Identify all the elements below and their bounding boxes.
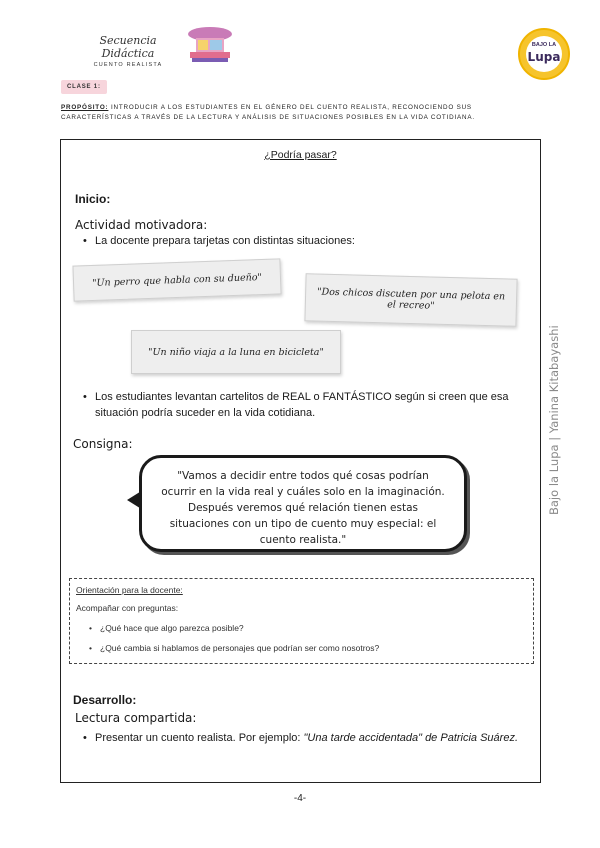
situation-card-3: "Un niño viaja a la luna en bicicleta" <box>131 330 341 374</box>
note-title: Orientación para la docente: <box>76 585 183 595</box>
situation-card-2: "Dos chicos discuten por una pelota en el recreo" <box>304 273 517 327</box>
bullet-icon: • <box>89 643 92 653</box>
note-question-2-text: ¿Qué cambia si hablamos de personajes que podrían ser como nosotros? <box>100 643 380 653</box>
note-question-1 <box>89 623 244 633</box>
lectura-heading: Lectura compartida: <box>75 711 197 725</box>
situation-card-1: "Un perro que habla con su dueño" <box>72 258 281 301</box>
page-number: -4- <box>293 793 307 804</box>
bullet-cuento <box>95 730 525 746</box>
brand-title: Secuencia Didáctica <box>99 34 157 60</box>
proposito-label: PROPÓSITO: <box>61 104 109 111</box>
actividad-heading: Actividad motivadora: <box>75 218 208 232</box>
side-credit: Bajo la Lupa | Yanina Kitabayashi <box>547 325 561 515</box>
speech-bubble-text: "Vamos a decidir entre todos qué cosas podrían ocurrir en la vida real y cuáles solo en la imaginación. Después veremos qué relación tienen estas situaciones con un tipo de cuento muy especial: el cuento realista." <box>161 470 445 546</box>
lupa-logo-top: BAJO LA <box>531 42 557 48</box>
clase-badge: CLASE 1: <box>61 80 107 94</box>
note-question-1-text: ¿Qué hace que algo parezca posible? <box>100 623 244 633</box>
bajo-la-lupa-logo <box>518 28 570 80</box>
proposito-text <box>61 103 541 122</box>
lesson-box <box>60 139 541 783</box>
inicio-heading: Inicio: <box>75 192 111 206</box>
bullet-cuento-title: "Una tarde accidentada" de Patricia Suárez. <box>303 732 519 744</box>
brand-subtitle: CUENTO REALISTA <box>93 62 163 68</box>
note-question-2 <box>89 643 380 653</box>
books-logo-icon <box>184 24 236 64</box>
consigna-heading: Consigna: <box>73 437 133 451</box>
proposito-body: INTRODUCIR A LOS ESTUDIANTES EN EL GÉNERO DEL CUENTO REALISTA, RECONOCIENDO SUS CARACTERÍSTICAS A TRAVÉS DE LA LECTURA Y ANÁLISIS DE SITUACIONES POSIBLES EN LA VIDA COTIDIANA. <box>61 104 475 121</box>
speech-bubble <box>139 455 467 552</box>
note-intro: Acompañar con preguntas: <box>76 603 179 613</box>
box-title: ¿Podría pasar? <box>264 149 337 161</box>
bullet-tarjetas: • La docente prepara tarjetas con distintas situaciones: <box>95 233 515 249</box>
desarrollo-heading: Desarrollo: <box>73 693 137 707</box>
brand-header <box>72 34 184 68</box>
teacher-note-box <box>69 578 534 664</box>
lupa-logo-main: Lupa <box>527 50 561 64</box>
bullet-cuento-text: Presentar un cuento realista. Por ejemplo: <box>95 732 304 744</box>
bullet-cartelitos: • Los estudiantes levantan cartelitos de REAL o FANTÁSTICO según si creen que esa situación podría suceder en la vida cotidiana. <box>95 389 515 421</box>
bullet-icon: • <box>89 623 92 633</box>
